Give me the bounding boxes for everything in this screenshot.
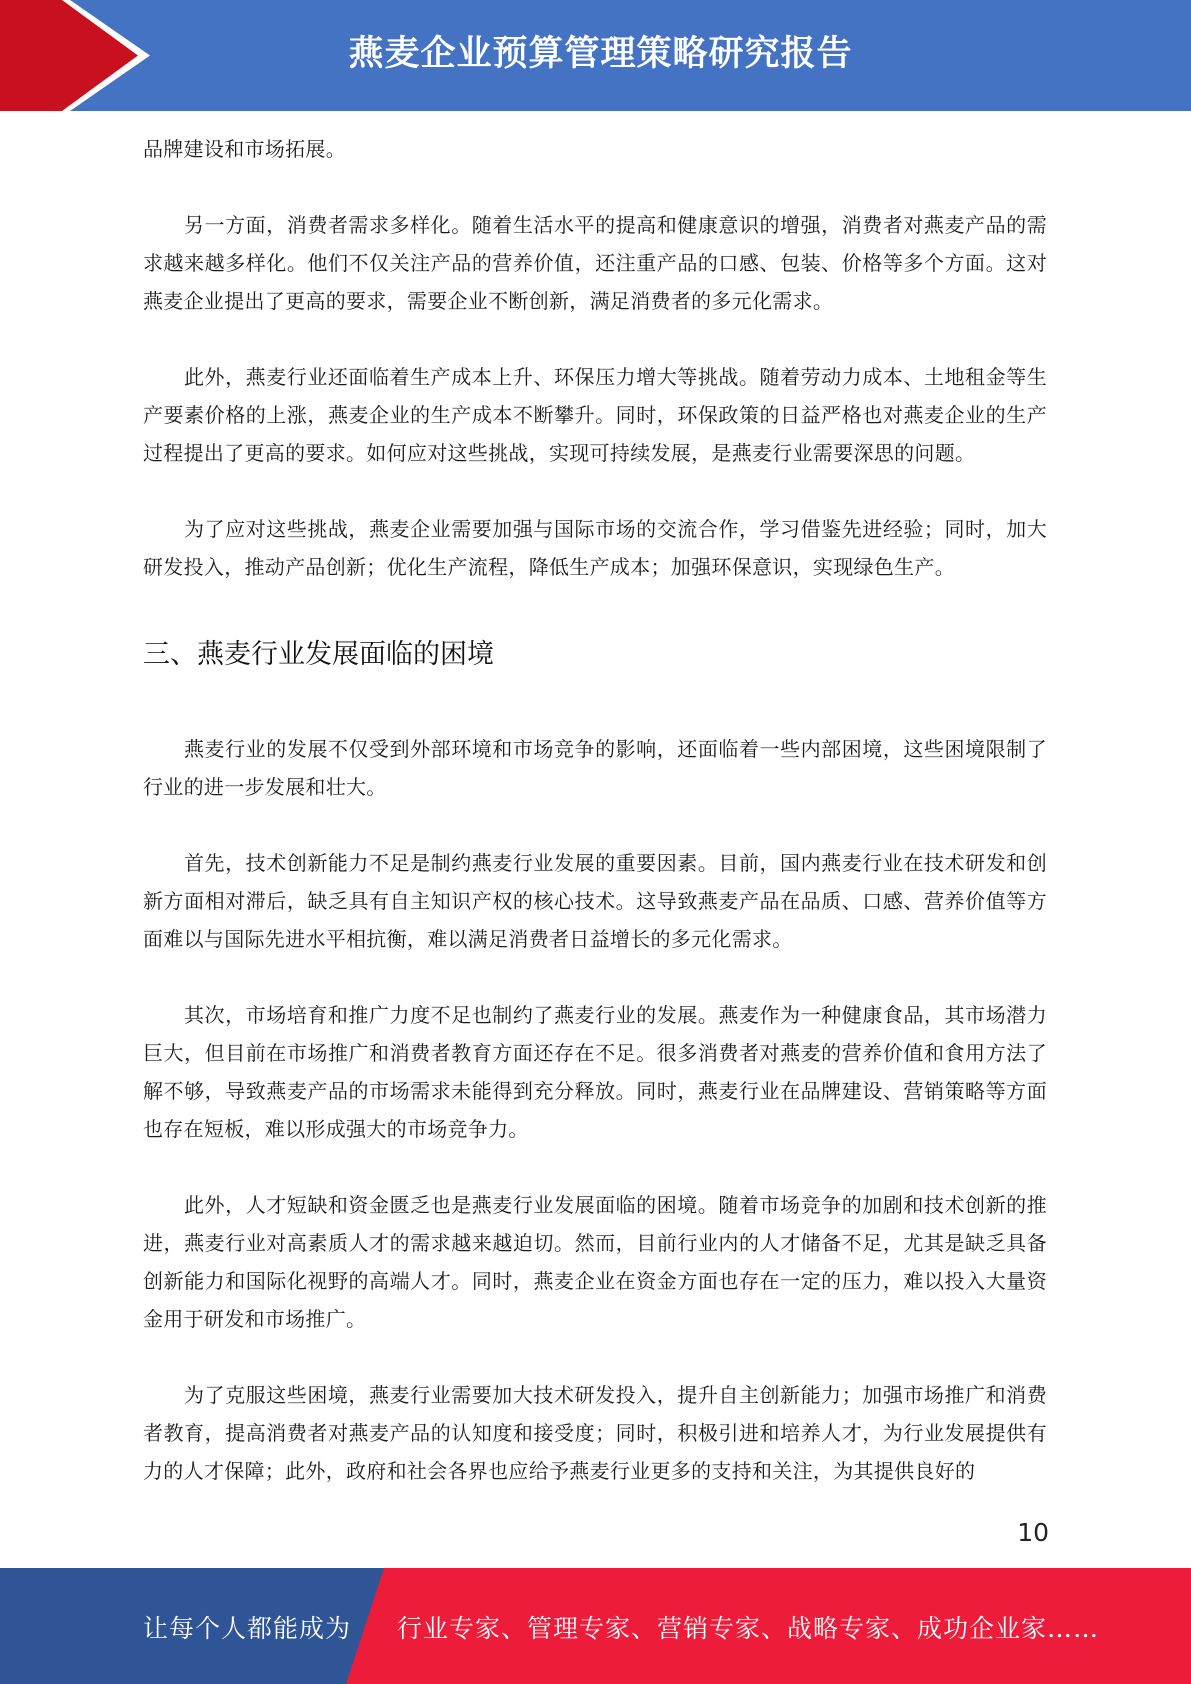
- paragraph: 品牌建设和市场拓展。: [143, 137, 346, 161]
- paragraph: 为了克服这些困境，燕麦行业需要加大技术研发投入，提升自主创新能力；加强市场推广和消费者教育，提高消费者对燕麦产品的认知度和接受度；同时，积极引进和培养人才，为行业发展提供有力的人才保障；此外，政府和社会各界也应给予燕麦行业更多的支持和关注，为其提供良好的: [143, 1383, 1047, 1483]
- footer-slogan-right: 行业专家、管理专家、营销专家、战略专家、成功企业家……: [397, 1614, 1100, 1643]
- page-header: [0, 0, 1191, 111]
- section-heading: 三、燕麦行业发展面临的困境: [143, 639, 494, 670]
- document-body: [143, 130, 1047, 1490]
- paragraph: 为了应对这些挑战，燕麦企业需要加强与国际市场的交流合作，学习借鉴先进经验；同时，加大研发投入，推动产品创新；优化生产流程，降低生产成本；加强环保意识，实现绿色生产。: [143, 517, 1047, 579]
- page-footer: [0, 1568, 1191, 1684]
- page-number: 10: [1017, 1518, 1049, 1547]
- paragraph: 此外，燕麦行业还面临着生产成本上升、环保压力增大等挑战。随着劳动力成本、土地租金等生产要素价格的上涨，燕麦企业的生产成本不断攀升。同时，环保政策的日益严格也对燕麦企业的生产过程提出了更高的要求。如何应对这些挑战，实现可持续发展，是燕麦行业需要深思的问题。: [143, 365, 1047, 465]
- report-title: 燕麦企业预算管理策略研究报告: [348, 34, 853, 74]
- footer-slogan-left: 让每个人都能成为: [143, 1614, 352, 1643]
- paragraph: 此外，人才短缺和资金匮乏也是燕麦行业发展面临的困境。随着市场竞争的加剧和技术创新的推进，燕麦行业对高素质人才的需求越来越迫切。然而，目前行业内的人才储备不足，尤其是缺乏具备创新能力和国际化视野的高端人才。同时，燕麦企业在资金方面也存在一定的压力，难以投入大量资金用于研发和市场推广。: [143, 1193, 1047, 1331]
- paragraph: 燕麦行业的发展不仅受到外部环境和市场竞争的影响，还面临着一些内部困境，这些困境限制了行业的进一步发展和壮大。: [143, 737, 1047, 799]
- paragraph: 其次，市场培育和推广力度不足也制约了燕麦行业的发展。燕麦作为一种健康食品，其市场潜力巨大，但目前在市场推广和消费者教育方面还存在不足。很多消费者对燕麦的营养价值和食用方法了解不够，导致燕麦产品的市场需求未能得到充分释放。同时，燕麦行业在品牌建设、营销策略等方面也存在短板，难以形成强大的市场竞争力。: [143, 1003, 1047, 1141]
- paragraph: 另一方面，消费者需求多样化。随着生活水平的提高和健康意识的增强，消费者对燕麦产品的需求越来越多样化。他们不仅关注产品的营养价值，还注重产品的口感、包装、价格等多个方面。这对燕麦企业提出了更高的要求，需要企业不断创新，满足消费者的多元化需求。: [143, 213, 1047, 313]
- paragraph: 首先，技术创新能力不足是制约燕麦行业发展的重要因素。目前，国内燕麦行业在技术研发和创新方面相对滞后，缺乏具有自主知识产权的核心技术。这导致燕麦产品在品质、口感、营养价值等方面难以与国际先进水平相抗衡，难以满足消费者日益增长的多元化需求。: [143, 851, 1047, 951]
